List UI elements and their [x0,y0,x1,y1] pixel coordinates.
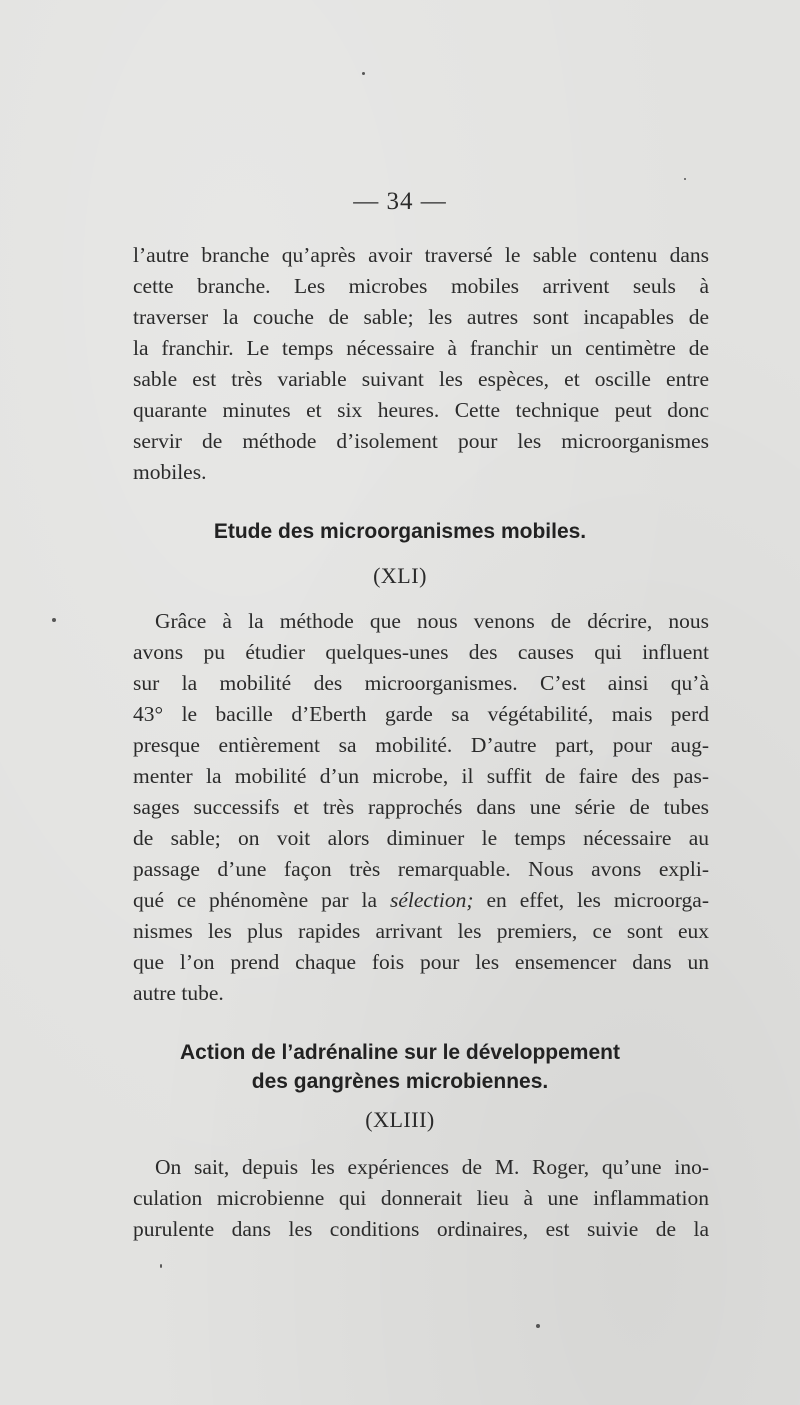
text-line: passage d’une façon très remarquable. Nous avons expli- [133,857,709,881]
text-segment: en effet, les microorga- [473,888,709,912]
text-line: l’autre branche qu’après avoir traversé le sable contenu dans [133,243,709,267]
section-number: (XLIII) [365,1107,435,1132]
text-line: mobiles. [133,460,207,484]
text-line: sages successifs et très rapprochés dans une série de tubes [133,795,709,819]
text-line: la franchir. Le temps nécessaire à franchir un centimètre de [133,336,709,360]
section-heading: Etude des microorganismes mobiles. [213,520,587,543]
section-heading: Action de l’adrénaline sur le développement [180,1041,620,1064]
text-line: Grâce à la méthode que nous venons de décrire, nous [155,609,709,633]
text-line-with-italic [133,885,709,916]
text-line: cette branche. Les microbes mobiles arrivent seuls à [133,274,709,298]
text-line: purulente dans les conditions ordinaires, est suivie de la [133,1217,709,1241]
text-line: quarante minutes et six heures. Cette technique peut donc [133,398,709,422]
text-line: avons pu étudier quelques-unes des causes qui influent [133,640,709,664]
paragraph-section1 [133,606,709,1009]
text-line: sur la mobilité des microorganismes. C’est ainsi qu’à [133,671,709,695]
scan-speck [362,72,365,75]
text-segment: qué ce phénomène par la [133,888,390,912]
text-line: On sait, depuis les expériences de M. Roger, qu’une ino- [155,1155,709,1179]
text-line: sable est très variable suivant les espèces, et oscille entre [133,367,709,391]
text-line: culation microbienne qui donnerait lieu à une inflammation [133,1186,709,1210]
scan-speck [536,1324,540,1328]
text-line: 43° le bacille d’Eberth garde sa végétabilité, mais perd [133,702,709,726]
paragraph-section2 [133,1152,709,1245]
text-line: presque entièrement sa mobilité. D’autre part, pour aug- [133,733,709,757]
text-line: que l’on prend chaque fois pour les ensemencer dans un [133,950,709,974]
text-line: menter la mobilité d’un microbe, il suffit de faire des pas- [133,764,709,788]
scan-speck [684,178,686,180]
scan-speck [160,1264,162,1268]
section-number: (XLI) [373,563,427,588]
section-heading-line2: des gangrènes microbiennes. [251,1070,549,1093]
text-line: de sable; on voit alors diminuer le temps nécessaire au [133,826,709,850]
text-line: traverser la couche de sable; les autres sont incapables de [133,305,709,329]
text-line: autre tube. [133,981,224,1005]
page-number: — 34 — [353,188,447,215]
text-line: nismes les plus rapides arrivant les premiers, ce sont eux [133,919,709,943]
scan-speck [52,618,56,622]
paragraph-intro [133,240,709,488]
text-line: servir de méthode d’isolement pour les microorganismes [133,429,709,453]
italic-term: sélection; [389,888,474,912]
